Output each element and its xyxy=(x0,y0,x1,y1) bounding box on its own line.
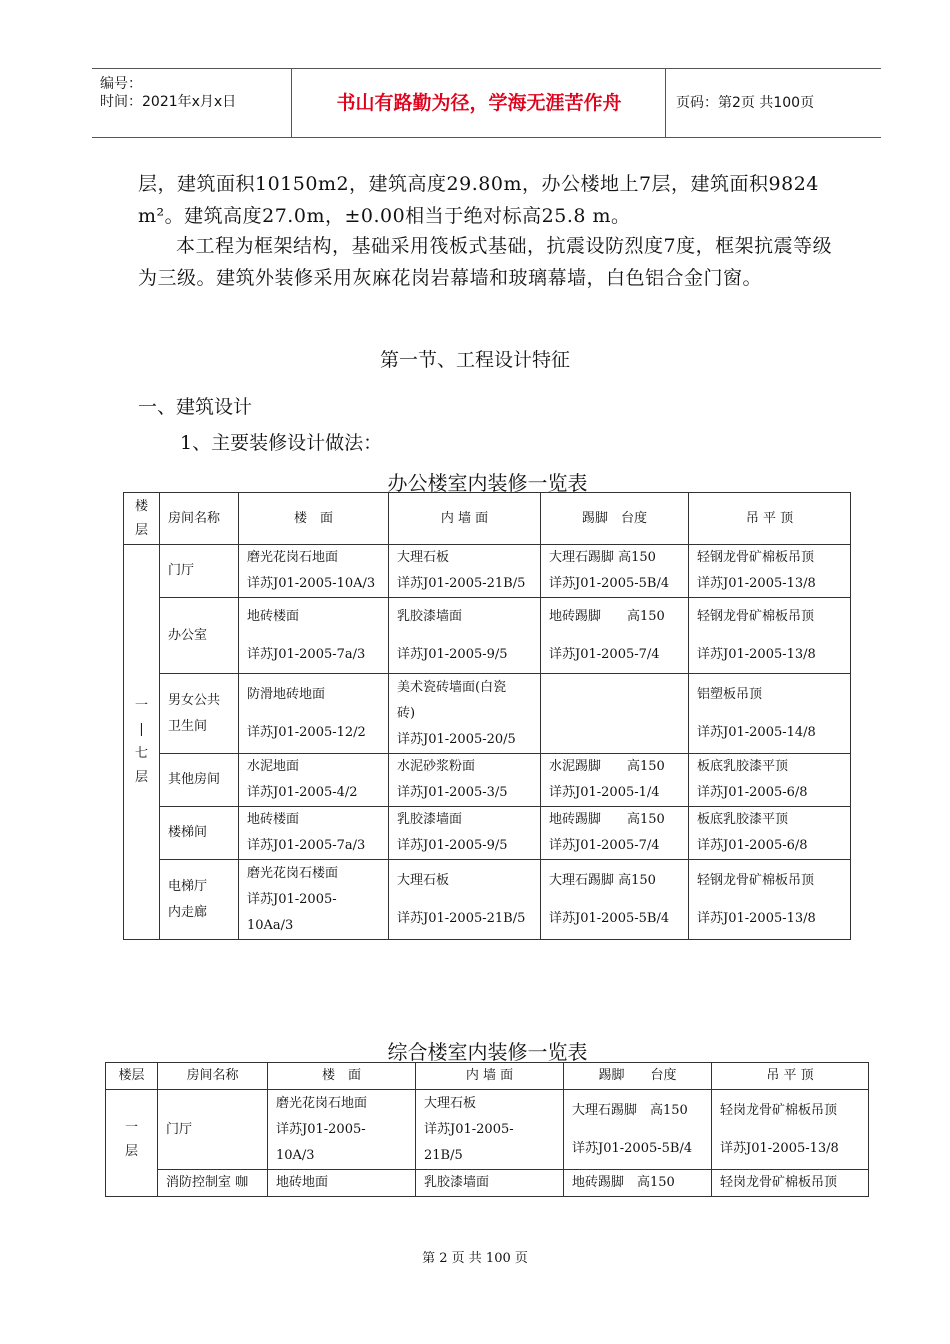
header-motto: 书山有路勤为径，学海无涯苦作舟 xyxy=(293,69,666,137)
skirting-spec-cell xyxy=(541,674,689,754)
ceiling-spec-cell: 板底乳胶漆平顶 详苏J01-2005-6/8 xyxy=(689,807,851,860)
ceiling-spec-cell: 轻岗龙骨矿棉板吊顶 xyxy=(712,1170,869,1197)
table-row xyxy=(124,860,851,940)
table-row xyxy=(124,674,851,754)
skirting-spec-cell: 大理石踢脚 高150 详苏J01-2005-5B/4 xyxy=(541,545,689,598)
paragraph-1 xyxy=(138,168,838,232)
room-cell: 楼梯间 xyxy=(160,807,239,860)
room-cell: 其他房间 xyxy=(160,754,239,807)
header-meta xyxy=(92,69,292,137)
header-cell: 内 墙 面 xyxy=(389,493,541,545)
wall-spec-cell: 乳胶漆墙面 详苏J01-2005-9/5 xyxy=(389,598,541,674)
wall-spec-cell: 乳胶漆墙面 详苏J01-2005-9/5 xyxy=(389,807,541,860)
number-label: 编号： xyxy=(100,76,142,92)
room-cell: 门厅 xyxy=(158,1090,268,1170)
skirting-spec-cell: 地砖踢脚 高150 xyxy=(564,1170,712,1197)
header-cell: 吊 平 顶 xyxy=(712,1063,869,1090)
skirting-spec-cell: 地砖踢脚 高150 详苏J01-2005-7/4 xyxy=(541,598,689,674)
wall-spec-cell: 美术瓷砖墙面(白瓷 砖) 详苏J01-2005-20/5 xyxy=(389,674,541,754)
floor-cell: 一 层 xyxy=(106,1090,158,1197)
table1-title: 办公楼室内装修一览表 xyxy=(387,471,588,495)
header-cell: 楼层 xyxy=(106,1063,158,1090)
table-row xyxy=(124,807,851,860)
skirting-spec-cell: 水泥踢脚 高150 详苏J01-2005-1/4 xyxy=(541,754,689,807)
table-row xyxy=(124,754,851,807)
table-row xyxy=(106,1090,869,1170)
floor-spec-cell: 地砖楼面 详苏J01-2005-7a/3 xyxy=(239,807,389,860)
room-cell: 办公室 xyxy=(160,598,239,674)
floor-spec-cell: 磨光花岗石地面 详苏J01-2005- 10A/3 xyxy=(268,1090,416,1170)
header-cell: 踢脚 台度 xyxy=(541,493,689,545)
paragraph-1-text: 层，建筑面积10150m2，建筑高度29.80m，办公楼地上7层，建筑面积9824 m²。建筑高度27.0m，±0.00相当于绝对标高25.8 m。 xyxy=(138,173,819,227)
floor-spec-cell: 磨光花岗石地面 详苏J01-2005-10A/3 xyxy=(239,545,389,598)
skirting-spec-cell: 大理石踢脚 高150 详苏J01-2005-5B/4 xyxy=(564,1090,712,1170)
complex-decoration-table xyxy=(105,1062,869,1197)
floor-spec-cell: 水泥地面 详苏J01-2005-4/2 xyxy=(239,754,389,807)
table2-title: 综合楼室内装修一览表 xyxy=(387,1040,588,1064)
header-cell: 楼 层 xyxy=(124,493,160,545)
wall-spec-cell: 水泥砂浆粉面 详苏J01-2005-3/5 xyxy=(389,754,541,807)
table-row xyxy=(124,598,851,674)
page-header xyxy=(92,68,881,138)
floor-spec-cell: 磨光花岗石楼面 详苏J01-2005- 10Aa/3 xyxy=(239,860,389,940)
floor-spec-cell: 地砖楼面 详苏J01-2005-7a/3 xyxy=(239,598,389,674)
table-header-row xyxy=(124,493,851,545)
ceiling-spec-cell: 轻岗龙骨矿棉板吊顶 详苏J01-2005-13/8 xyxy=(712,1090,869,1170)
paragraph-2: 本工程为框架结构，基础采用筏板式基础，抗震设防烈度7度，框架抗震等级为三级。建筑外装修采用灰麻花岗岩幕墙和玻璃幕墙，白色铝合金门窗。 xyxy=(138,235,833,289)
table-row xyxy=(124,545,851,598)
heading-decoration: 1、主要装修设计做法： xyxy=(180,432,383,454)
wall-spec-cell: 大理石板 详苏J01-2005-21B/5 xyxy=(389,545,541,598)
header-cell: 吊 平 顶 xyxy=(689,493,851,545)
section-title: 第一节、工程设计特征 xyxy=(379,349,570,371)
office-decoration-table xyxy=(123,492,851,940)
ceiling-spec-cell: 铝塑板吊顶 详苏J01-2005-14/8 xyxy=(689,674,851,754)
header-cell: 楼 面 xyxy=(268,1063,416,1090)
ceiling-spec-cell: 轻钢龙骨矿棉板吊顶 详苏J01-2005-13/8 xyxy=(689,860,851,940)
wall-spec-cell: 大理石板 详苏J01-2005- 21B/5 xyxy=(416,1090,564,1170)
page-footer: 第 2 页 共 100 页 xyxy=(422,1251,528,1266)
skirting-spec-cell: 地砖踢脚 高150 详苏J01-2005-7/4 xyxy=(541,807,689,860)
room-cell: 门厅 xyxy=(160,545,239,598)
skirting-spec-cell: 大理石踢脚 高150 详苏J01-2005-5B/4 xyxy=(541,860,689,940)
table-row xyxy=(106,1170,869,1197)
floor-spec-cell: 地砖地面 xyxy=(268,1170,416,1197)
header-page-label: 页码：第2页 共100页 xyxy=(676,95,815,111)
header-cell: 内 墙 面 xyxy=(416,1063,564,1090)
table-header-row xyxy=(106,1063,869,1090)
ceiling-spec-cell: 轻钢龙骨矿棉板吊顶 详苏J01-2005-13/8 xyxy=(689,598,851,674)
ceiling-spec-cell: 轻钢龙骨矿棉板吊顶 详苏J01-2005-13/8 xyxy=(689,545,851,598)
room-cell: 电梯厅 内走廊 xyxy=(160,860,239,940)
wall-spec-cell: 大理石板 详苏J01-2005-21B/5 xyxy=(389,860,541,940)
header-cell: 楼 面 xyxy=(239,493,389,545)
header-cell: 房间名称 xyxy=(158,1063,268,1090)
room-cell: 消防控制室 咖 xyxy=(158,1170,268,1197)
time-label: 时间：2021年x月x日 xyxy=(100,94,237,110)
floor-spec-cell: 防滑地砖地面 详苏J01-2005-12/2 xyxy=(239,674,389,754)
floor-cell: 一 | 七 层 xyxy=(124,545,160,940)
heading-architecture: 一、建筑设计 xyxy=(138,396,253,418)
header-cell: 房间名称 xyxy=(160,493,239,545)
ceiling-spec-cell: 板底乳胶漆平顶 详苏J01-2005-6/8 xyxy=(689,754,851,807)
header-cell: 踢脚 台度 xyxy=(564,1063,712,1090)
wall-spec-cell: 乳胶漆墙面 xyxy=(416,1170,564,1197)
room-cell: 男女公共 卫生间 xyxy=(160,674,239,754)
